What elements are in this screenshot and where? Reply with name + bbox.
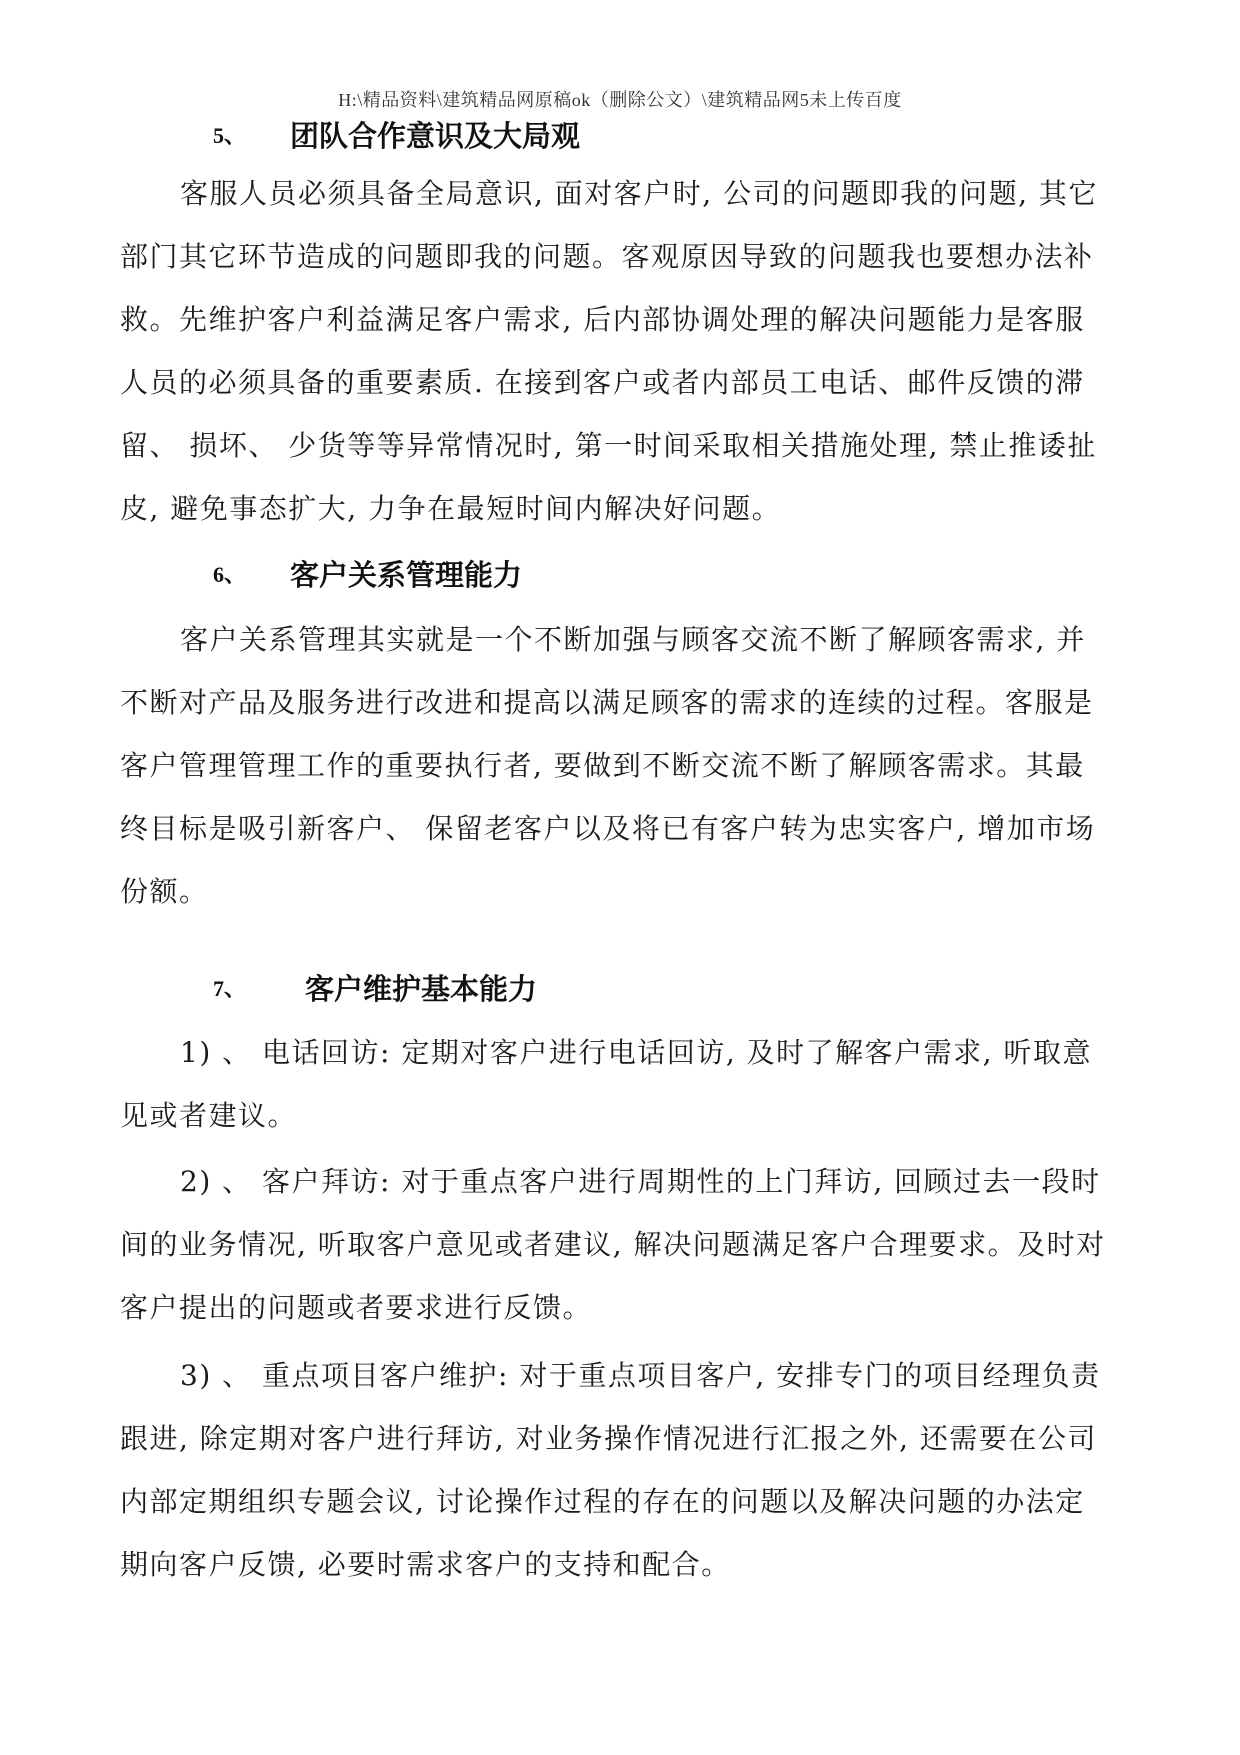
paragraph-line: 份额。 [120, 875, 209, 908]
list-item-line: 3) 、 重点项目客户维护: 对于重点项目客户, 安排专门的项目经理负责 [180, 1359, 1101, 1392]
section-number: 5、 [213, 123, 247, 148]
list-item-line: 跟进, 除定期对客户进行拜访, 对业务操作情况进行汇报之外, 还需要在公司 [120, 1422, 1097, 1455]
list-item-line: 见或者建议。 [120, 1099, 298, 1132]
section-title: 客户关系管理能力 [290, 558, 523, 592]
paragraph-line: 客服人员必须具备全局意识, 面对客户时, 公司的问题即我的问题, 其它 [180, 177, 1098, 210]
section-number: 7、 [213, 976, 247, 1001]
paragraph-line: 人员的必须具备的重要素质. 在接到客户或者内部员工电话、邮件反馈的滞 [120, 366, 1085, 399]
page-header-path: H:\精品资料\建筑精品网原稿ok（删除公文）\建筑精品网5未上传百度 [338, 90, 902, 110]
paragraph-line: 部门其它环节造成的问题即我的问题。客观原因导致的问题我也要想办法补 [120, 240, 1094, 273]
list-item-line: 2) 、 客户拜访: 对于重点客户进行周期性的上门拜访, 回顾过去一段时 [180, 1165, 1101, 1198]
paragraph-line: 救。先维护客户利益满足客户需求, 后内部协调处理的解决问题能力是客服 [120, 303, 1085, 336]
paragraph-line: 终目标是吸引新客户、 保留老客户以及将已有客户转为忠实客户, 增加市场 [120, 812, 1096, 845]
section-title: 客户维护基本能力 [305, 972, 538, 1006]
paragraph-line: 皮, 避免事态扩大, 力争在最短时间内解决好问题。 [120, 492, 782, 525]
section-number: 6、 [213, 562, 247, 587]
paragraph-line: 不断对产品及服务进行改进和提高以满足顾客的需求的连续的过程。客服是 [120, 686, 1094, 719]
section-title: 团队合作意识及大局观 [290, 119, 581, 153]
paragraph-line: 留、 损坏、 少货等等异常情况时, 第一时间采取相关措施处理, 禁止推诿扯 [120, 429, 1097, 462]
list-item-line: 1) 、 电话回访: 定期对客户进行电话回访, 及时了解客户需求, 听取意 [180, 1036, 1092, 1069]
paragraph-line: 客户关系管理其实就是一个不断加强与顾客交流不断了解顾客需求, 并 [180, 623, 1086, 656]
list-item-line: 客户提出的问题或者要求进行反馈。 [120, 1291, 593, 1324]
list-item-line: 期向客户反馈, 必要时需求客户的支持和配合。 [120, 1548, 731, 1581]
paragraph-line: 客户管理管理工作的重要执行者, 要做到不断交流不断了解顾客需求。其最 [120, 749, 1085, 782]
list-item-line: 内部定期组织专题会议, 讨论操作过程的存在的问题以及解决问题的办法定 [120, 1485, 1085, 1518]
list-item-line: 间的业务情况, 听取客户意见或者建议, 解决问题满足客户合理要求。及时对 [120, 1228, 1106, 1261]
